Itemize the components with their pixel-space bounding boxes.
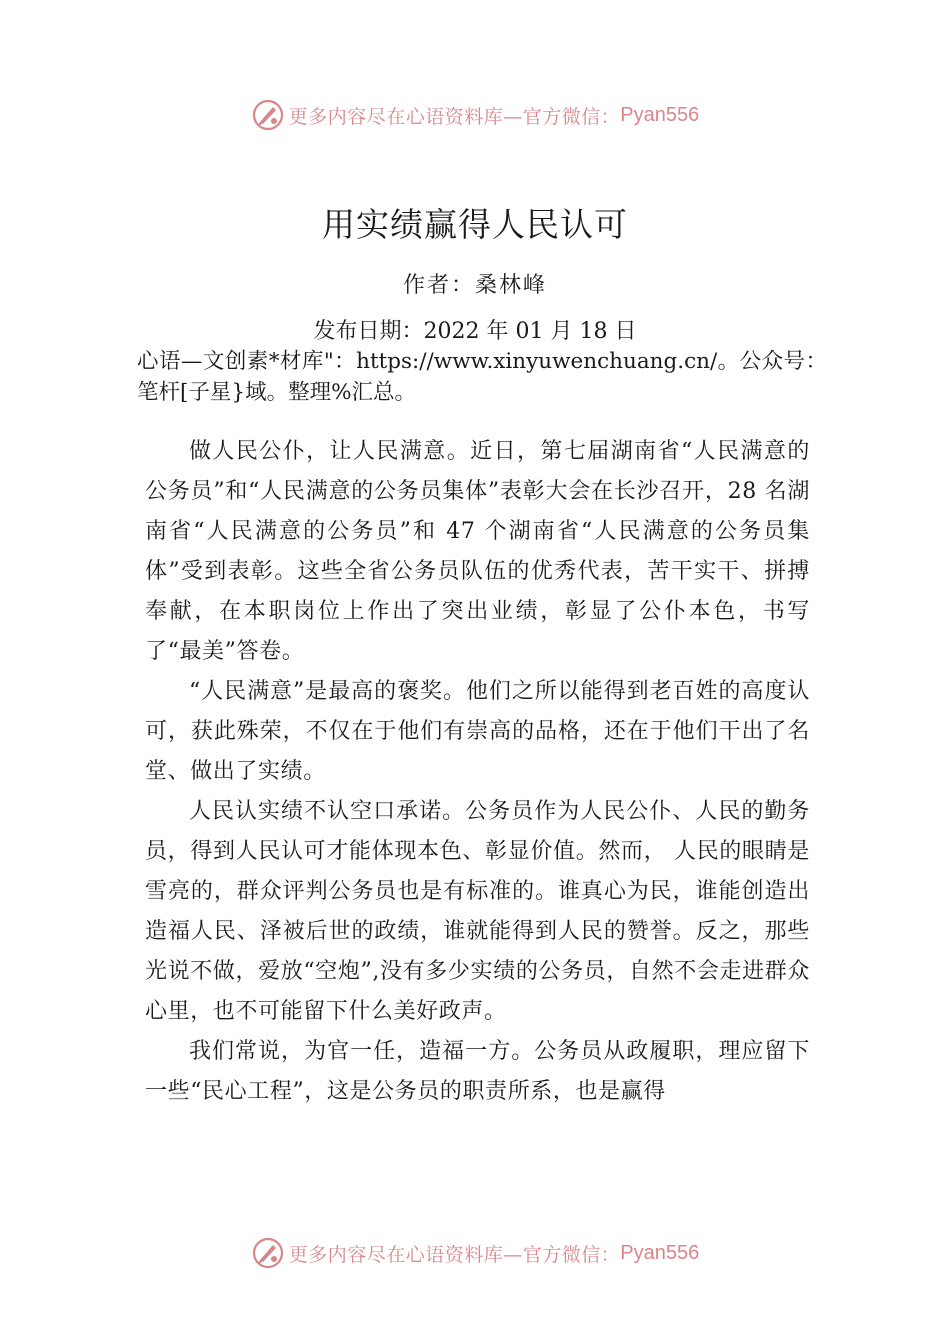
watermark-text: 更多内容尽在心语资料库—官方微信：: [288, 105, 621, 128]
pen-seal-icon: [251, 1236, 285, 1270]
paragraph: “人民满意”是最高的褒奖。他们之所以能得到老百姓的高度认可，获此殊荣，不仅在于他们有崇高的品格，还在于他们干出了名堂、做出了实绩。: [145, 679, 810, 784]
watermark-text: 更多内容尽在心语资料库—官方微信：: [288, 1243, 621, 1266]
watermark-wechat-id: Pyan556: [620, 103, 700, 126]
article-body: [145, 432, 810, 1112]
source-note: 心语—文创素*材库"：https://www.xinyuwenchuang.cn/。公众号：笔杆[子星}域。整理%汇总。: [137, 349, 827, 405]
watermark-banner-bottom: [0, 1233, 950, 1273]
paragraph: 做人民公仆，让人民满意。近日，第七届湖南省“人民满意的公务员”和“人民满意的公务员集体”表彰大会在长沙召开，28 名湖南省“人民满意的公务员”和 47 个湖南省“人民满意的公务员集体”受到表彰。这些全省公务员队伍的优秀代表，苦干实干、拼搏奉献，在本职岗位上作出了突出业绩，彰显了公仆本色，书写了“最美”答卷。: [145, 439, 810, 664]
article-author: 作者：桑林峰: [402, 273, 547, 298]
watermark-wechat-id: Pyan556: [620, 1241, 700, 1264]
paragraph: 我们常说，为官一任，造福一方。公务员从政履职，理应留下一些“民心工程”，这是公务员的职责所系，也是赢得: [145, 1039, 810, 1104]
pen-seal-icon: [251, 98, 285, 132]
paragraph: 人民认实绩不认空口承诺。公务员作为人民公仆、人民的勤务员，得到人民认可才能体现本色、彰显价值。然而， 人民的眼睛是雪亮的，群众评判公务员也是有标准的。谁真心为民，谁能创造出造福人民、泽被后世的政绩，谁就能得到人民的赞誉。反之，那些光说不做，爱放“空炮”,没有多少实绩的公务员，自然不会走进群众心里，也不可能留下什么美好政声。: [145, 799, 810, 1024]
article-date: 发布日期：2022 年 01 月 18 日: [313, 319, 637, 344]
article-title: 用实绩赢得人民认可: [322, 205, 628, 244]
watermark-banner-top: [0, 95, 950, 135]
